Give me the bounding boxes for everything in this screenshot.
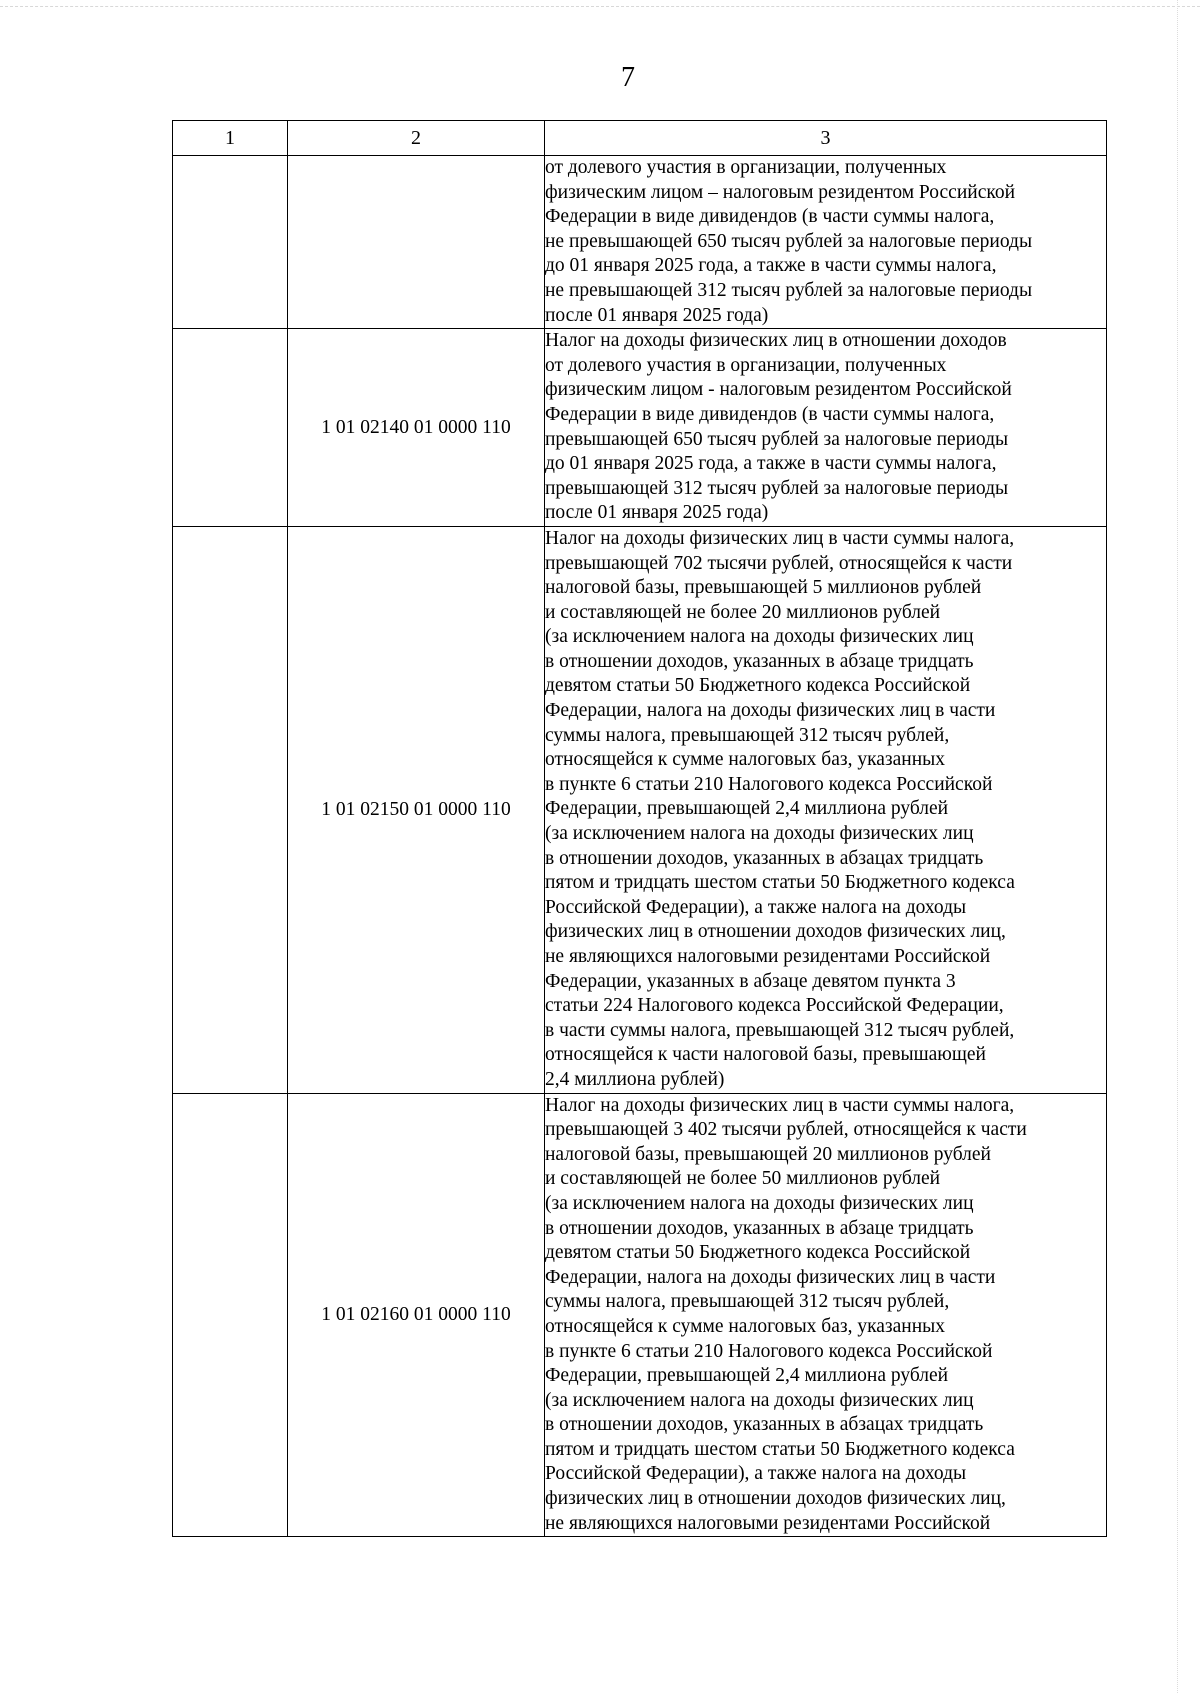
description-line: физических лиц в отношении доходов физических лиц, [545,1488,1006,1510]
description-line: Федерации в виде дивидендов (в части суммы налога, [545,206,995,228]
description-line: Федерации, налога на доходы физических лиц в части [545,1266,996,1288]
description-line: в части суммы налога, превышающей 312 тысяч рублей, [545,1019,1015,1041]
description-line: суммы налога, превышающей 312 тысяч рублей, [545,724,950,746]
description-line: Российской Федерации), а также налога на доходы [545,1463,967,1485]
description-line: превышающей 702 тысячи рублей, относящейся к части [545,552,1013,574]
description-line: после 01 января 2025 года) [545,502,769,524]
budget-code-cell: 1 01 02140 01 0000 110 [288,329,545,527]
description-line: до 01 января 2025 года, а также в части суммы налога, [545,255,997,277]
description-line: относящейся к сумме налоговых баз, указанных [545,749,945,771]
row-number-cell [173,156,288,329]
description-line: в пункте 6 статьи 210 Налогового кодекса Российской [545,1340,993,1362]
budget-code-cell: 1 01 02150 01 0000 110 [288,526,545,1093]
description-line: физическим лицом – налоговым резидентом Российской [545,181,1016,203]
description-line: Налог на доходы физических лиц в отношении доходов [545,330,1007,352]
description-line: и составляющей не более 50 миллионов рублей [545,1168,941,1190]
description-line: (за исключением налога на доходы физических лиц [545,1389,974,1411]
column-header-2: 2 [288,121,545,156]
row-number-cell [173,1093,288,1537]
description-line: в пункте 6 статьи 210 Налогового кодекса Российской [545,773,993,795]
description-line: Федерации, превышающей 2,4 миллиона рублей [545,798,949,820]
table-row [173,1093,1107,1537]
description-line: не являющихся налоговыми резидентами Российской [545,946,991,967]
description-line: Федерации в виде дивидендов (в части суммы налога, [545,403,995,425]
description-line: от долевого участия в организации, полученных [545,354,947,376]
description-line: пятом и тридцать шестом статьи 50 Бюджетного кодекса [545,872,1015,894]
description-line: налоговой базы, превышающей 20 миллионов рублей [545,1143,991,1165]
description-line: не являющихся налоговыми резидентами Российской [545,1512,991,1534]
description-line: 2,4 миллиона рублей) [545,1068,725,1090]
column-header-3: 3 [545,121,1107,156]
description-line: суммы налога, превышающей 312 тысяч рублей, [545,1291,950,1313]
description-line: (за исключением налога на доходы физических лиц [545,1192,974,1214]
description-line: (за исключением налога на доходы физических лиц [545,626,974,648]
description-line: физическим лицом - налоговым резидентом Российской [545,379,1012,401]
description-line: статьи 224 Налогового кодекса Российской Федерации, [545,995,1004,1017]
description-line: Федерации, превышающей 2,4 миллиона рублей [545,1365,949,1387]
table-header-row [173,121,1107,156]
table-body [173,156,1107,1537]
row-number-cell [173,526,288,1093]
description-line: в отношении доходов, указанных в абзацах тридцать [545,847,984,869]
budget-code-table [172,120,1107,1537]
description-line: в отношении доходов, указанных в абзаце тридцать [545,650,974,672]
description-line: не превышающей 312 тысяч рублей за налоговые периоды [545,279,1033,301]
page-number: 7 [621,62,635,93]
description-line: до 01 января 2025 года, а также в части суммы налога, [545,453,997,475]
description-cell [545,1093,1107,1537]
table-row [173,329,1107,527]
table-row [173,156,1107,329]
budget-code-cell [288,156,545,329]
description-line: относящейся к части налоговой базы, превышающей [545,1044,986,1066]
description-line: Российской Федерации), а также налога на доходы [545,896,967,918]
description-line: Федерации, налога на доходы физических лиц в части [545,700,996,722]
description-line: Федерации, указанных в абзаце девятом пункта 3 [545,970,956,992]
description-line: физических лиц в отношении доходов физических лиц, [545,921,1006,943]
description-line: пятом и тридцать шестом статьи 50 Бюджетного кодекса [545,1438,1015,1460]
description-line: превышающей 3 402 тысячи рублей, относящейся к части [545,1119,1027,1141]
description-line: Налог на доходы физических лиц в части суммы налога, [545,1094,1015,1116]
column-header-1: 1 [173,121,288,156]
description-line: превышающей 650 тысяч рублей за налоговые периоды [545,428,1009,450]
description-line: от долевого участия в организации, полученных [545,157,947,178]
description-line: превышающей 312 тысяч рублей за налоговые периоды [545,477,1009,499]
description-line: относящейся к сумме налоговых баз, указанных [545,1315,945,1337]
scan-edge-right [1177,0,1178,1693]
budget-code-cell: 1 01 02160 01 0000 110 [288,1093,545,1537]
description-line: девятом статьи 50 Бюджетного кодекса Российской [545,1242,971,1264]
description-line: и составляющей не более 20 миллионов рублей [545,601,941,623]
description-cell [545,329,1107,527]
scan-edge-top [0,6,1200,7]
row-number-cell [173,329,288,527]
description-line: не превышающей 650 тысяч рублей за налоговые периоды [545,230,1033,252]
description-line: в отношении доходов, указанных в абзаце тридцать [545,1217,974,1239]
description-line: после 01 января 2025 года) [545,304,769,326]
description-line: Налог на доходы физических лиц в части суммы налога, [545,527,1015,549]
table-row [173,526,1107,1093]
description-cell [545,156,1107,329]
description-line: (за исключением налога на доходы физических лиц [545,823,974,845]
description-line: девятом статьи 50 Бюджетного кодекса Российской [545,675,971,697]
description-cell [545,526,1107,1093]
description-line: налоговой базы, превышающей 5 миллионов рублей [545,577,982,599]
description-line: в отношении доходов, указанных в абзацах тридцать [545,1414,984,1436]
